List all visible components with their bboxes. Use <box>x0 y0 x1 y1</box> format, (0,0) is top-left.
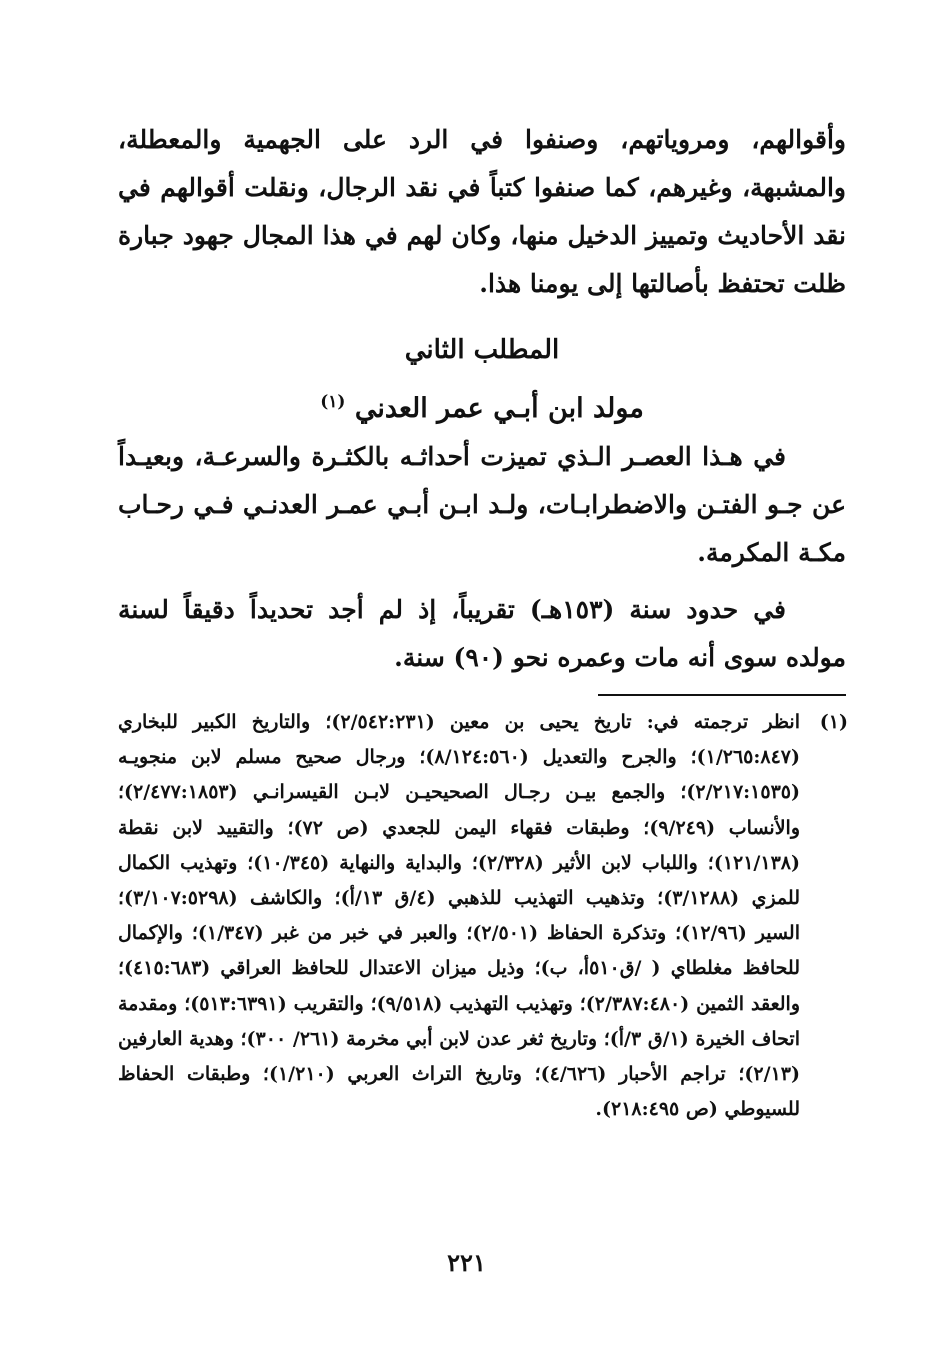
body-paragraph-2: في هـذا العصـر الـذي تميزت أحداثـه بالكثـرة والسرعـة، وبعيـداً عن جـو الفتـن والاضطرابـات، ولـد ابـن أبـي عمـر العدنـي فـي رحـاب مكـة المكرمة. <box>118 442 846 567</box>
section-subheading <box>118 380 846 431</box>
footnote-marker: (١) <box>819 711 848 733</box>
section-heading: المطلب الثاني <box>404 335 560 365</box>
footnote-text: انظر ترجمته في: تاريخ يحيى بن معين (٢/٥٤٢:٢٣١)؛ والتاريخ الكبير للبخاري (١/٢٦٥:٨٤٧)؛ والجرح والتعديل (٨/١٢٤:٥٦٠)؛ ورجال صحيح مسلم لابن منجويـه (٢/٢١٧:١٥٣٥)؛ والجمع بيـن رجـال الصحيحيـن لابـن القيسرانـي (٢/٤٧٧:١٨٥٣)؛ والأنساب (٩/٢٤٩)؛ وطبقات فقهاء اليمن للجعدي (ص ٧٢)؛ والتقييد لابن نقطة (١٢١/١٣٨)؛ واللباب لابن الأثير (٢/٣٢٨)؛ والبداية والنهاية (١٠/٣٤٥)؛ وتهذيب الكمال للمزي (٣/١٢٨٨)؛ وتذهيب التهذيب للذهبي (٤/ق ١٣/أ)؛ والكاشف (٣/١٠٧:٥٢٩٨)؛ السير (١٢/٩٦)؛ وتذكرة الحفاظ (٢/٥٠١)؛ والعبر في خبر من غبر (١/٣٤٧)؛ والإكمال للحافظ مغلطاي ( /ق٥١٠أ، ب)؛ وذيل ميزان الاعتدال للحافظ العراقي (٤١٥:٦٨٣)؛ والعقد الثمين (٢/٣٨٧:٤٨٠)؛ وتهذيب التهذيب (٩/٥١٨)؛ والتقريب (٥١٣:٦٣٩١)؛ ومقدمة اتحاف الخيرة (١/ق ٣/أ)؛ وتاريخ ثغر عدن لابن أبي مخرمة (٢٦١/ ٣٠٠)؛ وهدية العارفين (٢/١٣)؛ تراجم الأحبار (٤/٦٢٦)؛ وتاريخ التراث العربي (١/٢١٠)؛ وطبقات الحفاظ للسيوطي (ص ٢١٨:٤٩٥). <box>118 711 801 1121</box>
footnote-reference: (١) <box>320 392 346 412</box>
body-paragraph-3: في حدود سنة (١٥٣هـ) تقريباً، إذ لم أجد تحديداً دقيقاً لسنة مولده سوى أنه مات وعمره نحو (٩٠) سنة. <box>118 595 846 672</box>
footnote-separator <box>598 694 846 696</box>
subheading-text: مولد ابن أبـي عمر العدني <box>354 393 644 424</box>
page-number: ٢٢١ <box>447 1248 486 1277</box>
body-paragraph-1: وأقوالهم، ومروياتهم، وصنفوا في الرد على الجهمية والمعطلة، والمشبهة، وغيرهم، كما صنفوا كتباً في نقد الرجال، ونقلت أقوالهم في نقد الأحاديث وتمييز الدخيل منها، وكان لهم في هذا المجال جهود جبارة ظلت تحتفظ بأصالتها إلى يومنا هذا. <box>118 125 846 298</box>
